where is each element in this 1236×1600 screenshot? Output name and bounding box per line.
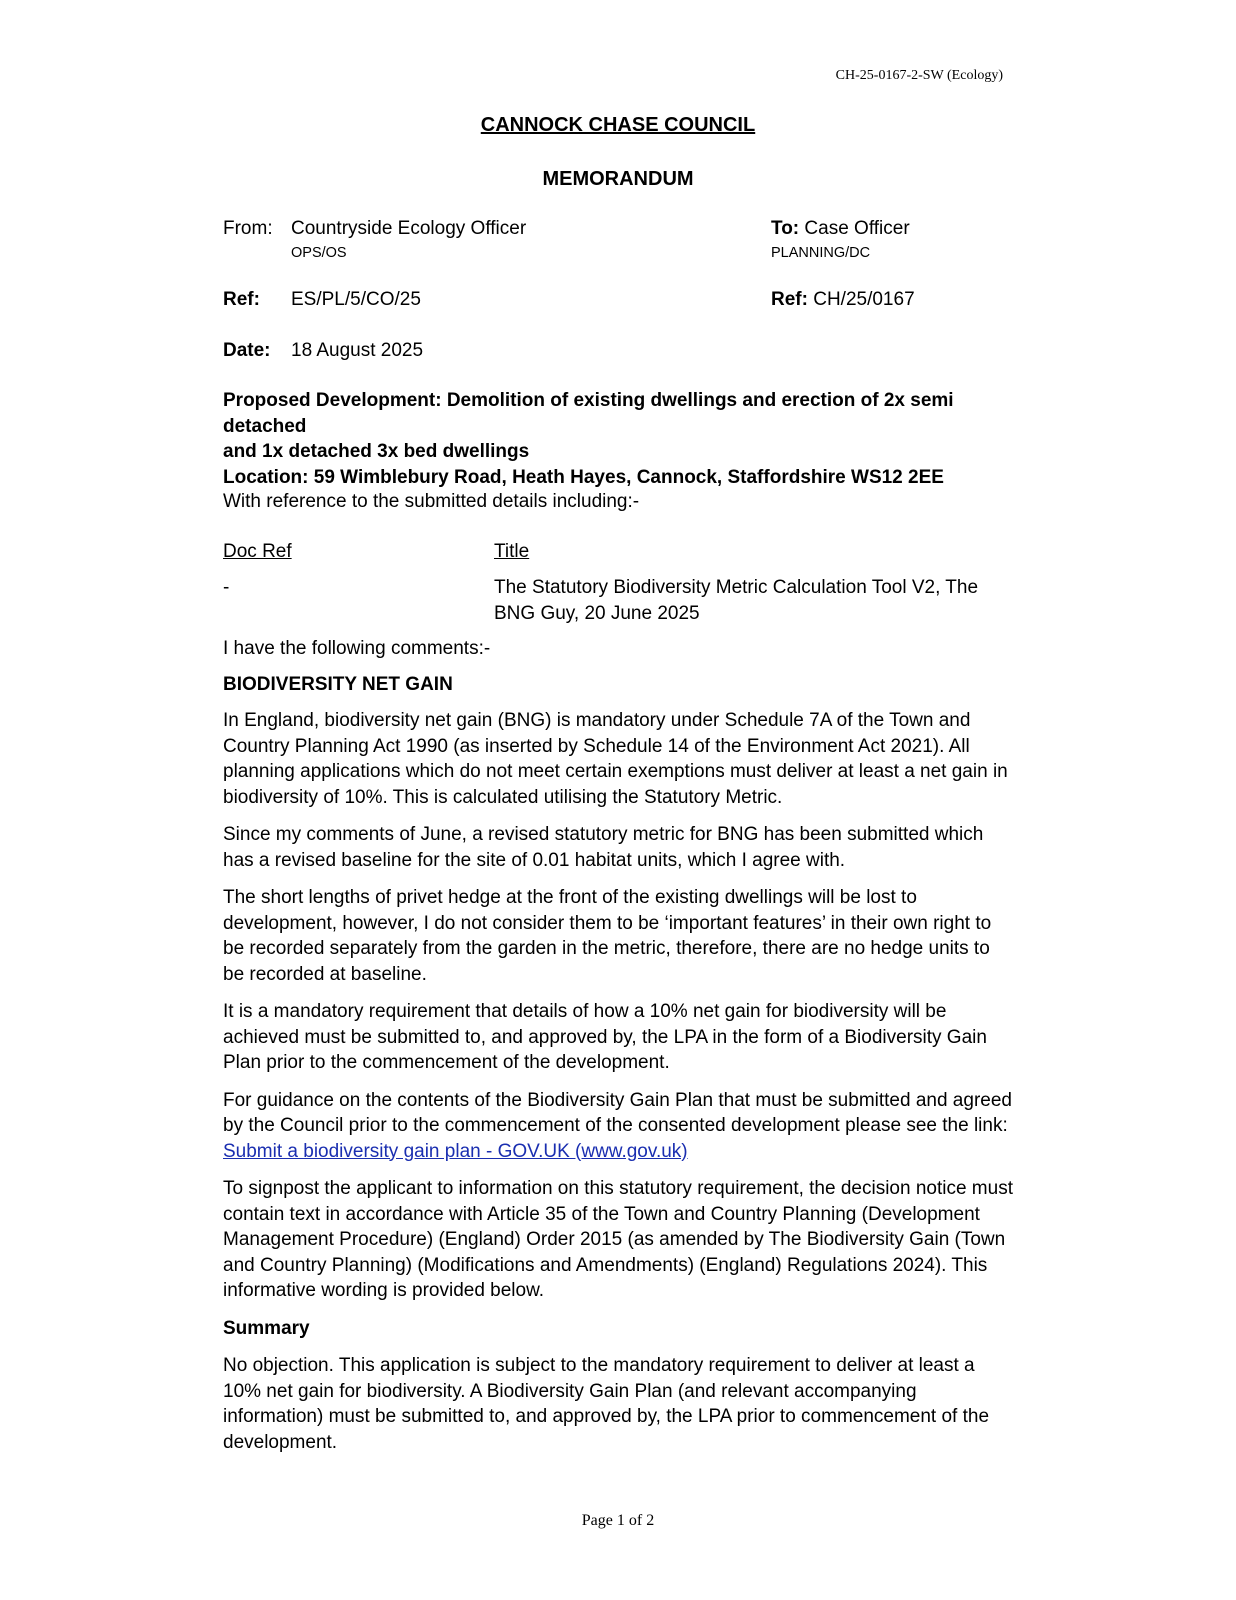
council-name: CANNOCK CHASE COUNCIL — [480, 114, 756, 136]
to-name: Case Officer — [804, 218, 910, 239]
guidance-text: For guidance on the contents of the Biodiversity Gain Plan that must be submitted and agreed by the Council prior to the commencement of the consented development please see the link: — [223, 1089, 1012, 1136]
proposal-location: Location: 59 Wimblebury Road, Heath Hayes, Cannock, Staffordshire WS12 2EE — [223, 466, 944, 488]
gov-uk-link[interactable]: Submit a biodiversity gain plan - GOV.UK (www.gov.uk) — [223, 1140, 688, 1162]
document-type: MEMORANDUM — [542, 168, 694, 190]
doc-title-cell: The Statutory Biodiversity Metric Calculation Tool V2, The BNG Guy, 20 June 2025 — [494, 577, 979, 624]
from-label: From: — [223, 218, 273, 239]
ref-to-label: Ref: — [771, 289, 808, 310]
date-label: Date: — [223, 340, 271, 361]
bng-body — [223, 708, 1013, 1467]
ref-to-line — [771, 289, 915, 311]
from-dept: OPS/OS — [291, 245, 347, 261]
comments-intro: I have the following comments:- — [223, 638, 491, 659]
to-label: To: — [771, 218, 800, 239]
paragraph: Since my comments of June, a revised statutory metric for BNG has been submitted which has a revised baseline for the site of 0.01 habitat units, which I agree with. — [223, 824, 984, 871]
section-heading-summary: Summary — [223, 1317, 310, 1339]
doc-ref-header: Doc Ref — [223, 541, 292, 562]
ref-to-value: CH/25/0167 — [813, 289, 915, 310]
doc-ref-cell: - — [223, 577, 230, 598]
paragraph: In England, biodiversity net gain (BNG) is mandatory under Schedule 7A of the Town and Country Planning Act 1990 (as inserted by Schedule 14 of the Environment Act 2021). All planning applications which do not meet certain exemptions must deliver at least a net gain in biodiversity of 10%. This is calculated utilising the Statutory Metric. — [223, 710, 1008, 808]
intro-text: With reference to the submitted details including:- — [223, 491, 640, 512]
date-value: 18 August 2025 — [291, 340, 424, 361]
guidance-paragraph — [223, 1088, 1013, 1165]
paragraph: The short lengths of privet hedge at the front of the existing dwellings will be lost to development, however, I do not consider them to be ‘important features’ in their own right to be recorded separately from the garden in the metric, therefore, there are no hedge units to be recorded at baseline. — [223, 887, 992, 985]
proposal-line-2: and 1x detached 3x bed dwellings — [223, 441, 530, 462]
proposal-block — [223, 388, 1013, 490]
from-name: Countryside Ecology Officer — [291, 218, 527, 239]
ref-from-value: ES/PL/5/CO/25 — [291, 289, 421, 310]
title-header: Title — [494, 541, 530, 562]
summary-paragraph: No objection. This application is subject to the mandatory requirement to deliver at least a 10% net gain for biodiversity. A Biodiversity Gain Plan (and relevant accompanying information) must be submitted to, and approved by, the LPA prior to commencement of the development. — [223, 1355, 990, 1453]
paragraph: It is a mandatory requirement that details of how a 10% net gain for biodiversity will be achieved must be submitted to, and approved by, the LPA in the form of a Biodiversity Gain Plan prior to the commencement of the development. — [223, 1001, 987, 1073]
section-heading-bng: BIODIVERSITY NET GAIN — [223, 674, 453, 695]
header-reference: CH-25-0167-2-SW (Ecology) — [835, 68, 1003, 83]
to-line — [771, 218, 910, 240]
to-dept: PLANNING/DC — [771, 245, 871, 261]
proposal-line-1: Proposed Development: Demolition of existing dwellings and erection of 2x semi detached — [223, 390, 954, 437]
ref-from-label: Ref: — [223, 289, 260, 310]
signpost-paragraph: To signpost the applicant to information on this statutory requirement, the decision notice must contain text in accordance with Article 35 of the Town and Country Planning (Development Management Procedure) (England) Order 2015 (as amended by The Biodiversity Gain (Town and Country Planning) (Modifications and Amendments) (England) Regulations 2024). This informative wording is provided below. — [223, 1178, 1013, 1301]
page-number: Page 1 of 2 — [581, 1512, 655, 1529]
